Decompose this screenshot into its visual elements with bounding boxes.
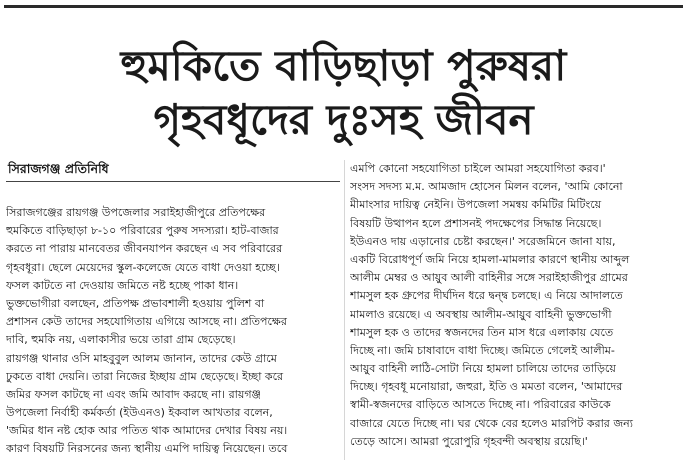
left-column-line: উপজেলা নির্বাহী কর্মকর্তা (ইউএনও) ইকবাল আখতার বলেন,	[6, 406, 273, 420]
top-rule	[4, 5, 683, 8]
left-column-line: জমির ফসল কাটছে না এবং জমি আবাদ করছে না। রায়গঞ্জ	[6, 387, 261, 401]
left-column-line: সিরাজগঞ্জের রায়গঞ্জ উপজেলার সরাইহাজীপুরে প্রতিপক্ষের	[6, 206, 266, 219]
right-column-line: বাজারে যেতে দিচ্ছে না। ঘর থেকে বের হলেও মারপিট করার জন্য	[350, 416, 633, 430]
left-column	[6, 204, 340, 459]
right-column-line: আয়ুব বাহিনী লাঠি-সোটা নিয়ে হামলা চালিয়ে তাদের তাড়িয়ে	[350, 362, 616, 376]
left-column-line: করতে না পারায় মানবেতর জীবনযাপন করছেন এ সব পরিবারের	[6, 242, 283, 256]
headline-line-1: হুমকিতে বাড়িছাড়া পুরুষরা	[120, 41, 567, 90]
right-column-line: ইউএনও দায় এড়ানোর চেষ্টা করছেন।' সরেজমিনে জানা যায়,	[350, 234, 616, 248]
left-column-line: রায়গঞ্জ থানার ওসি মাহবুবুল আলম জানান, তাদের কেউ গ্রামে	[6, 351, 277, 365]
right-column-line: দিচ্ছে। গৃহবধূ মনোয়ারা, জহুরা, ইতি ও মমতা বলেন, 'আমাদের	[350, 380, 623, 394]
right-column-line: স্বামী-স্বজনদের বাড়িতে আসতে দিচ্ছে না। পরিবারের কাউকে	[350, 398, 611, 412]
right-column	[350, 160, 684, 451]
left-column-line: ভুক্তভোগীরা বলছেন, প্রতিপক্ষ প্রভাবশালী হওয়ায় পুলিশ বা	[6, 296, 265, 310]
right-column-line: শামসুল হক গ্রুপের দীর্ঘদিন ধরে দ্বন্দ্ব চলছে। এ নিয়ে আদালতে	[350, 289, 623, 303]
headline-line-2: গৃহবধূদের দুঃসহ জীবন	[153, 95, 534, 144]
right-column-line: এমপি কোনো সহযোগিতা চাইলে আমরা সহযোগিতা করব।'	[350, 162, 606, 175]
right-column-line: মামলাও রয়েছে। এ অবস্থায় আলীম-আয়ুব বাহিনী ভুক্তভোগী	[350, 307, 612, 321]
right-column-line: একটি বিরোধপূর্ণ জমি নিয়ে হামলা-মামলার কারণে স্থানীয় আব্দুল	[350, 252, 630, 266]
right-column-line: তেড়ে আসে। আমরা পুরোপুরি গৃহবন্দী অবস্থায় রয়েছি।'	[350, 434, 588, 448]
left-column-line: 'জমির ধান নষ্ট হোক আর পতিত থাক আমাদের দেখার বিষয় নয়।	[6, 424, 288, 438]
left-column-line: ঢুকতে বাধা দেয়নি। তারা নিজের ইচ্ছায় গ্রাম ছেড়েছে। ইচ্ছা করে	[6, 369, 284, 383]
right-column-line: শামসুল হক ও তাদের স্বজনদের তিন মাস ধরে এলাকায় যেতে	[350, 325, 614, 339]
right-column-line: বিষয়টি উত্থাপন হলে প্রশাসনই পদক্ষেপের সিদ্ধান্ত নিয়েছে।	[350, 216, 602, 230]
left-column-line: হুমকিতে বাড়িছাড়া ৮-১০ পরিবারের পুরুষ সদস্যরা। হাট-বাজার	[6, 224, 279, 238]
column-divider	[344, 160, 345, 460]
byline-rule	[6, 181, 340, 182]
right-column-line: আলীম মেম্বর ও আয়ুব আলী বাহিনীর সঙ্গে সরাইহাজীপুর গ্রামের	[350, 271, 628, 285]
left-column-line: প্রশাসন কেউ তাদের সহযোগিতায় এগিয়ে আসছে না। প্রতিপক্ষের	[6, 315, 287, 329]
left-column-line: ফসল কাটতে না দেওয়ায় জমিতে নষ্ট হচ্ছে পাকা ধান।	[6, 278, 239, 292]
right-column-line: মীমাংসার দায়িত্ব নেইনি। উপজেলা সমন্বয় কমিটির মিটিংয়ে	[350, 198, 602, 212]
left-column-line: দাবি, হুমকি নয়, এলাকাসীর ভয়ে তারা গ্রাম ছেড়েছে।	[6, 333, 236, 347]
left-column-line: কারণ বিষয়টি নিরসনের জন্য স্থানীয় এমপি দায়িত্ব নিয়েছেন। তবে	[6, 442, 288, 456]
right-column-line: সংসদ সদস্য ম.ম. আমজাদ হোসেন মিলন বলেন, 'আমি কোনো	[350, 180, 623, 194]
right-column-line: দিচ্ছে না। জমি চাষাবাদে বাধা দিচ্ছে। জমিতে গেলেই আলীম-	[350, 343, 615, 357]
byline: সিরাজগঞ্জ প্রতিনিধি	[8, 161, 109, 176]
left-column-line: গৃহবধূরা। ছেলে মেয়েদের স্কুল-কলেজে যেতে বাধা দেওয়া হচ্ছে।	[6, 260, 280, 274]
